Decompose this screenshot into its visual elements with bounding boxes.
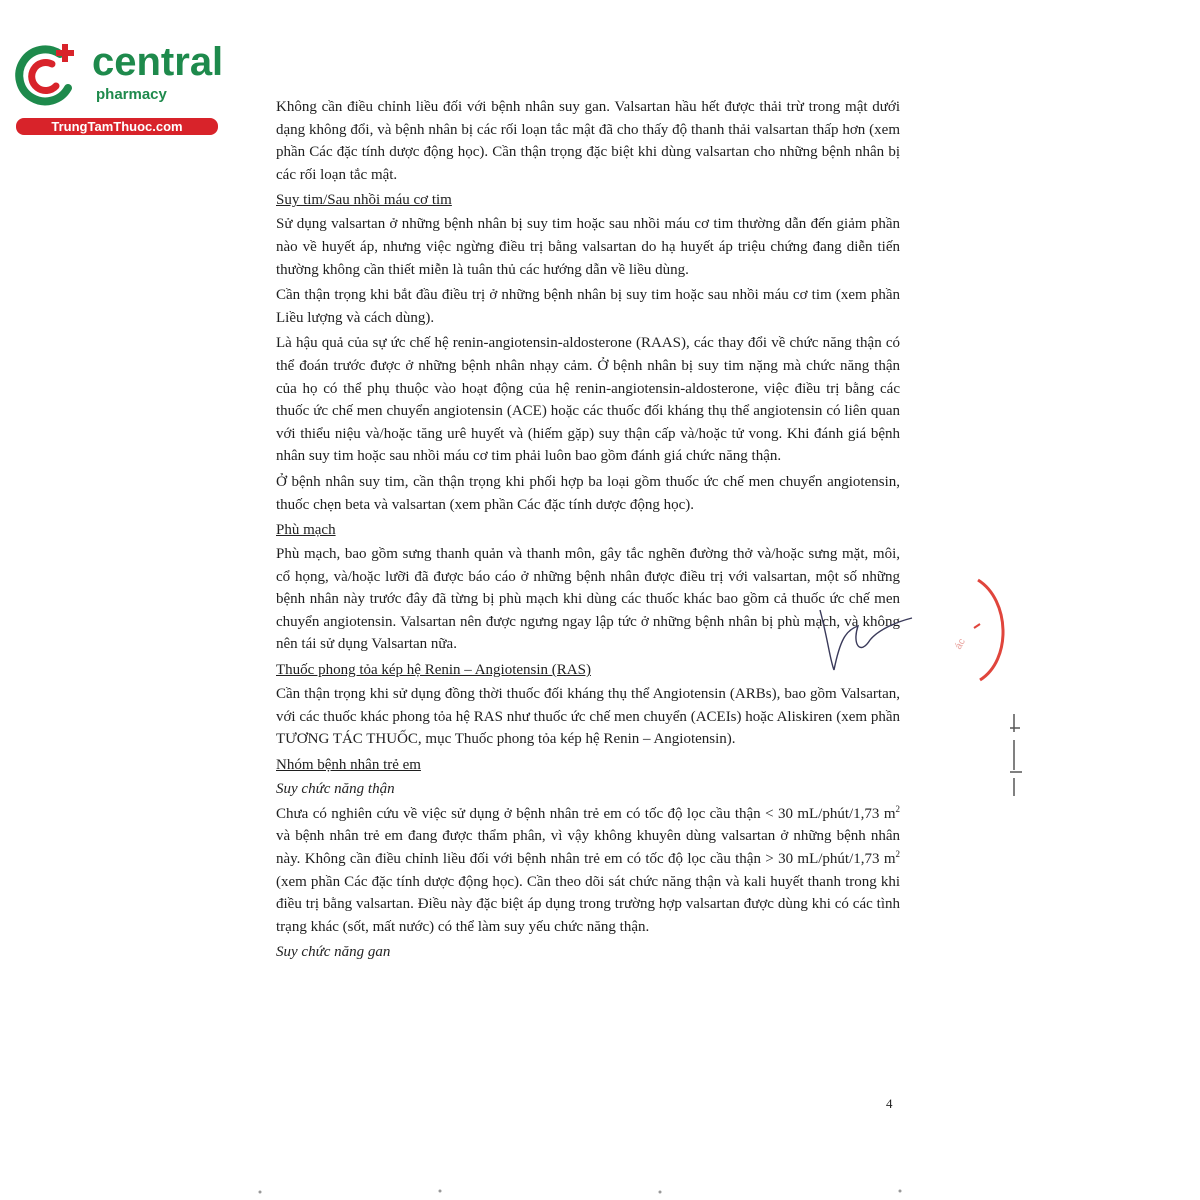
- margin-mark: [1000, 710, 1030, 800]
- signature-mark: [800, 600, 920, 680]
- paragraph: Cần thận trọng khi bắt đầu điều trị ở những bệnh nhân bị suy tim hoặc sau nhồi máu cơ tim (xem phần Liều lượng và cách dùng).: [276, 287, 900, 326]
- superscript: 2: [895, 803, 900, 814]
- paragraph: Phù mạch, bao gồm sưng thanh quản và thanh môn, gây tắc nghẽn đường thở và/hoặc sưng mặt, môi, cổ họng, và/hoặc lưỡi đã được báo cáo ở những bệnh nhân được điều trị với valsartan, một số những bệnh nhân này trước đây đã từng bị phù mạch khi dùng các thuốc khác bao gồm cả thuốc ức chế men chuyển angiotensin. Valsartan nên được ngưng ngay lập tức ở những bệnh nhân bị phù mạch, và không nên tái sử dụng Valsartan nữa.: [276, 546, 900, 653]
- paragraph: Sử dụng valsartan ở những bệnh nhân bị suy tim hoặc sau nhồi máu cơ tim thường dẫn đến giảm phần nào về huyết áp, nhưng việc ngừng điều trị bằng valsartan do hạ huyết áp triệu chứng đang diễn tiến thường không cần thiết miễn là tuân thủ các hướng dẫn về liều dùng.: [276, 216, 900, 278]
- superscript: 2: [895, 849, 900, 860]
- central-pharmacy-logo-icon: [12, 40, 82, 110]
- stamp-mark: [930, 570, 1020, 690]
- text: Chưa có nghiên cứu về việc sử dụng ở bệnh nhân trẻ em có tốc độ lọc cầu thận < 30 mL/phút/1,73 m: [276, 805, 896, 822]
- brand-tagline: pharmacy: [96, 86, 167, 103]
- section-heading-angioedema: Phù mạch: [276, 522, 336, 539]
- section-heading-heart-failure: Suy tim/Sau nhồi máu cơ tim: [276, 192, 452, 209]
- page-number: 4: [886, 1096, 893, 1111]
- paragraph: Không cần điều chỉnh liều đối với bệnh nhân suy gan. Valsartan hầu hết được thải trừ trong mật dưới dạng không đổi, và bệnh nhân bị các rối loạn tắc mật đã cho thấy độ thanh thải valsartan thấp hơn (xem phần Các đặc tính dược động học). Cần thận trọng đặc biệt khi dùng valsartan cho những bệnh nhân bị các rối loạn tắc mật.: [276, 99, 900, 183]
- svg-text:ác: ác: [953, 636, 968, 652]
- text: và bệnh nhân trẻ em đang được thẩm phân, vì vậy không khuyên dùng valsartan ở những bệnh nhân này. Không cần điều chỉnh liều đối với bệnh nhân trẻ em có tốc độ lọc cầu thận > 30 mL/phút/1,73 m: [276, 828, 900, 868]
- section-heading-pediatric: Nhóm bệnh nhân trẻ em: [276, 756, 421, 773]
- site-url-banner[interactable]: TrungTamThuoc.com: [16, 118, 218, 135]
- subheading-renal: Suy chức năng thận: [276, 780, 395, 797]
- pharmacy-logo[interactable]: [8, 38, 224, 138]
- section-heading-ras-blockade: Thuốc phong tỏa kép hệ Renin – Angiotensin (RAS): [276, 662, 591, 679]
- brand-name: central: [92, 40, 224, 84]
- subheading-hepatic: Suy chức năng gan: [276, 944, 391, 961]
- paragraph: Là hậu quả của sự ức chế hệ renin-angiotensin-aldosterone (RAAS), các thay đổi về chức năng thận có thể đoán trước được ở những bệnh nhân nhạy cảm. Ở bệnh nhân bị suy tim nặng mà chức năng thận của họ có thể phụ thuộc vào hoạt động của hệ renin-angiotensin-aldosterone, việc điều trị bằng các thuốc ức chế men chuyển angiotensin (ACE) hoặc các thuốc đối kháng thụ thể angiotensin có liên quan với thiểu niệu và/hoặc tăng urê huyết và (hiếm gặp) suy thận cấp và/hoặc tử vong. Khi đánh giá bệnh nhân suy tim hoặc sau nhồi máu cơ tim phải luôn bao gồm đánh giá chức năng thận.: [276, 335, 900, 465]
- paragraph: Cần thận trọng khi sử dụng đồng thời thuốc đối kháng thụ thể Angiotensin (ARBs), bao gồm Valsartan, với các thuốc khác phong tỏa hệ RAS như thuốc ức chế men chuyển (ACEIs) hoặc Aliskiren (xem phần TƯƠNG TÁC THUỐC, mục Thuốc phong tỏa kép hệ Renin – Angiotensin).: [276, 686, 900, 748]
- document-page: [276, 96, 900, 966]
- paragraph-renal: [276, 803, 900, 939]
- text: (xem phần Các đặc tính dược động học). Cần theo dõi sát chức năng thận và kali huyết thanh trong khi điều trị bằng valsartan. Điều này đặc biệt áp dụng trong trường hợp valsartan được dùng khi có các tình trạng khác (sốt, mất nước) có thể làm suy yếu chức năng thận.: [276, 873, 900, 935]
- scan-artifacts: [240, 1186, 940, 1196]
- paragraph: Ở bệnh nhân suy tim, cần thận trọng khi phối hợp ba loại gồm thuốc ức chế men chuyển angiotensin, thuốc chẹn beta và valsartan (xem phần Các đặc tính dược động học).: [276, 473, 900, 513]
